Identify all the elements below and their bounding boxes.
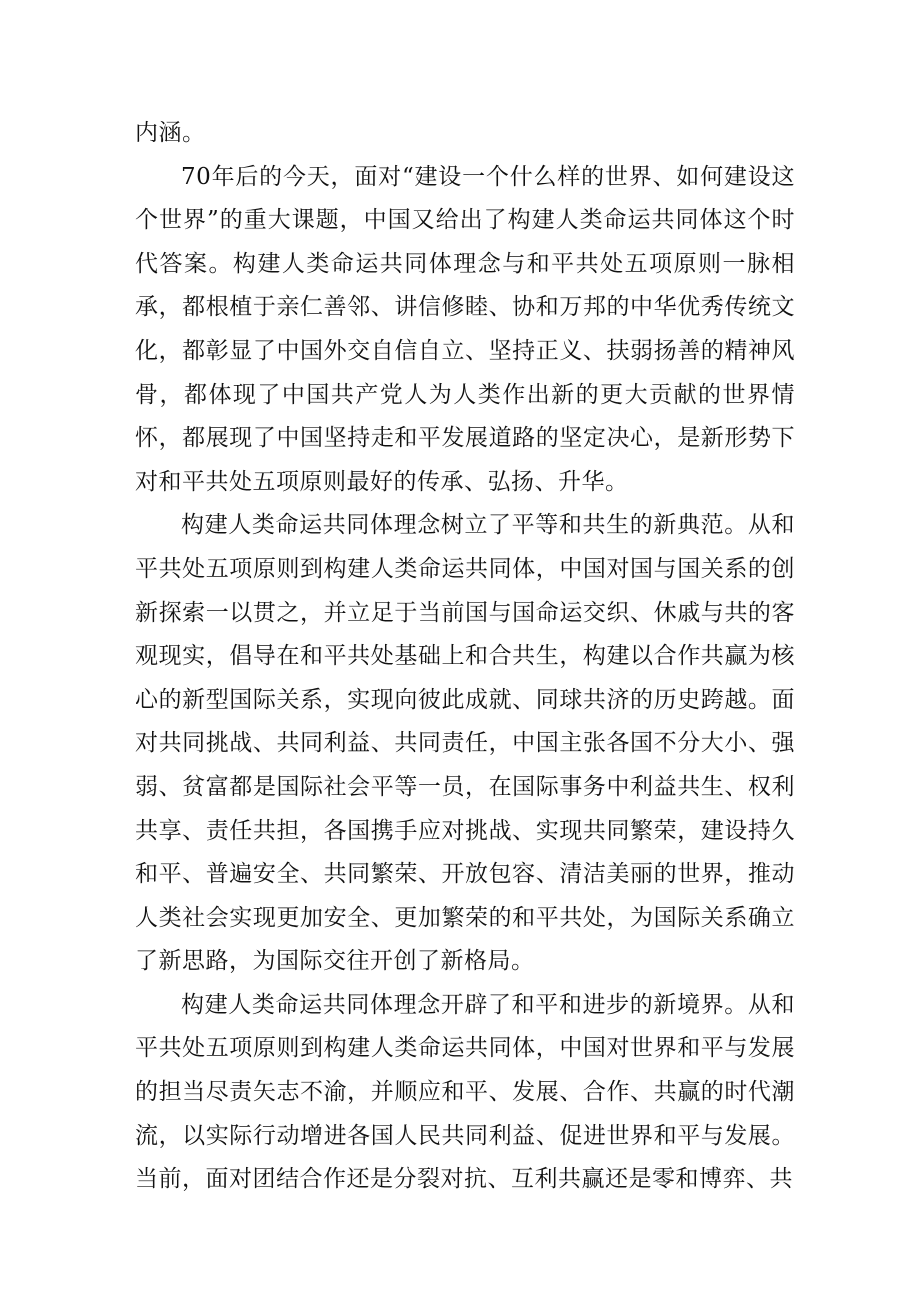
paragraph-equality-coexistence: 构建人类命运共同体理念树立了平等和共生的新典范。从和平共处五项原则到构建人类命运共同体，中国对国与国关系的创新探索一以贯之，并立足于当前国与国命运交织、休戚与共的客观现实，倡导在和平共处基础上和合共生，构建以合作共赢为核心的新型国际关系，实现向彼此成就、同球共济的历史跨越。面对共同挑战、共同利益、共同责任，中国主张各国不分大小、强弱、贫富都是国际社会平等一员，在国际事务中利益共生、权利共享、责任共担，各国携手应对挑战、实现共同繁荣，建设持久和平、普遍安全、共同繁荣、开放包容、清洁美丽的世界，推动人类社会实现更加安全、更加繁荣的和平共处，为国际关系确立了新思路，为国际交往开创了新格局。 [135, 512, 795, 975]
paragraph-peace-progress: 构建人类命运共同体理念开辟了和平和进步的新境界。从和平共处五项原则到构建人类命运共同体，中国对世界和平与发展的担当尽责矢志不渝，并顺应和平、发展、合作、共赢的时代潮流，以实际行动增进各国人民共同利益、促进世界和平与发展。当前，面对团结合作还是分裂对抗、互利共赢还是零和博弈、共 [135, 991, 795, 1193]
document-body [135, 112, 795, 1202]
paragraph-continuation: 内涵。 [135, 120, 206, 146]
paragraph-70-years: 70年后的今天，面对“建设一个什么样的世界、如何建设这个世界”的重大课题，中国又给出了构建人类命运共同体这个时代答案。构建人类命运共同体理念与和平共处五项原则一脉相承，都根植于亲仁善邻、讲信修睦、协和万邦的中华优秀传统文化，都彰显了中国外交自信自立、坚持正义、扶弱扬善的精神风骨，都体现了中国共产党人为人类作出新的更大贡献的世界情怀，都展现了中国坚持走和平发展道路的坚定决心，是新形势下对和平共处五项原则最好的传承、弘扬、升华。 [135, 163, 795, 495]
